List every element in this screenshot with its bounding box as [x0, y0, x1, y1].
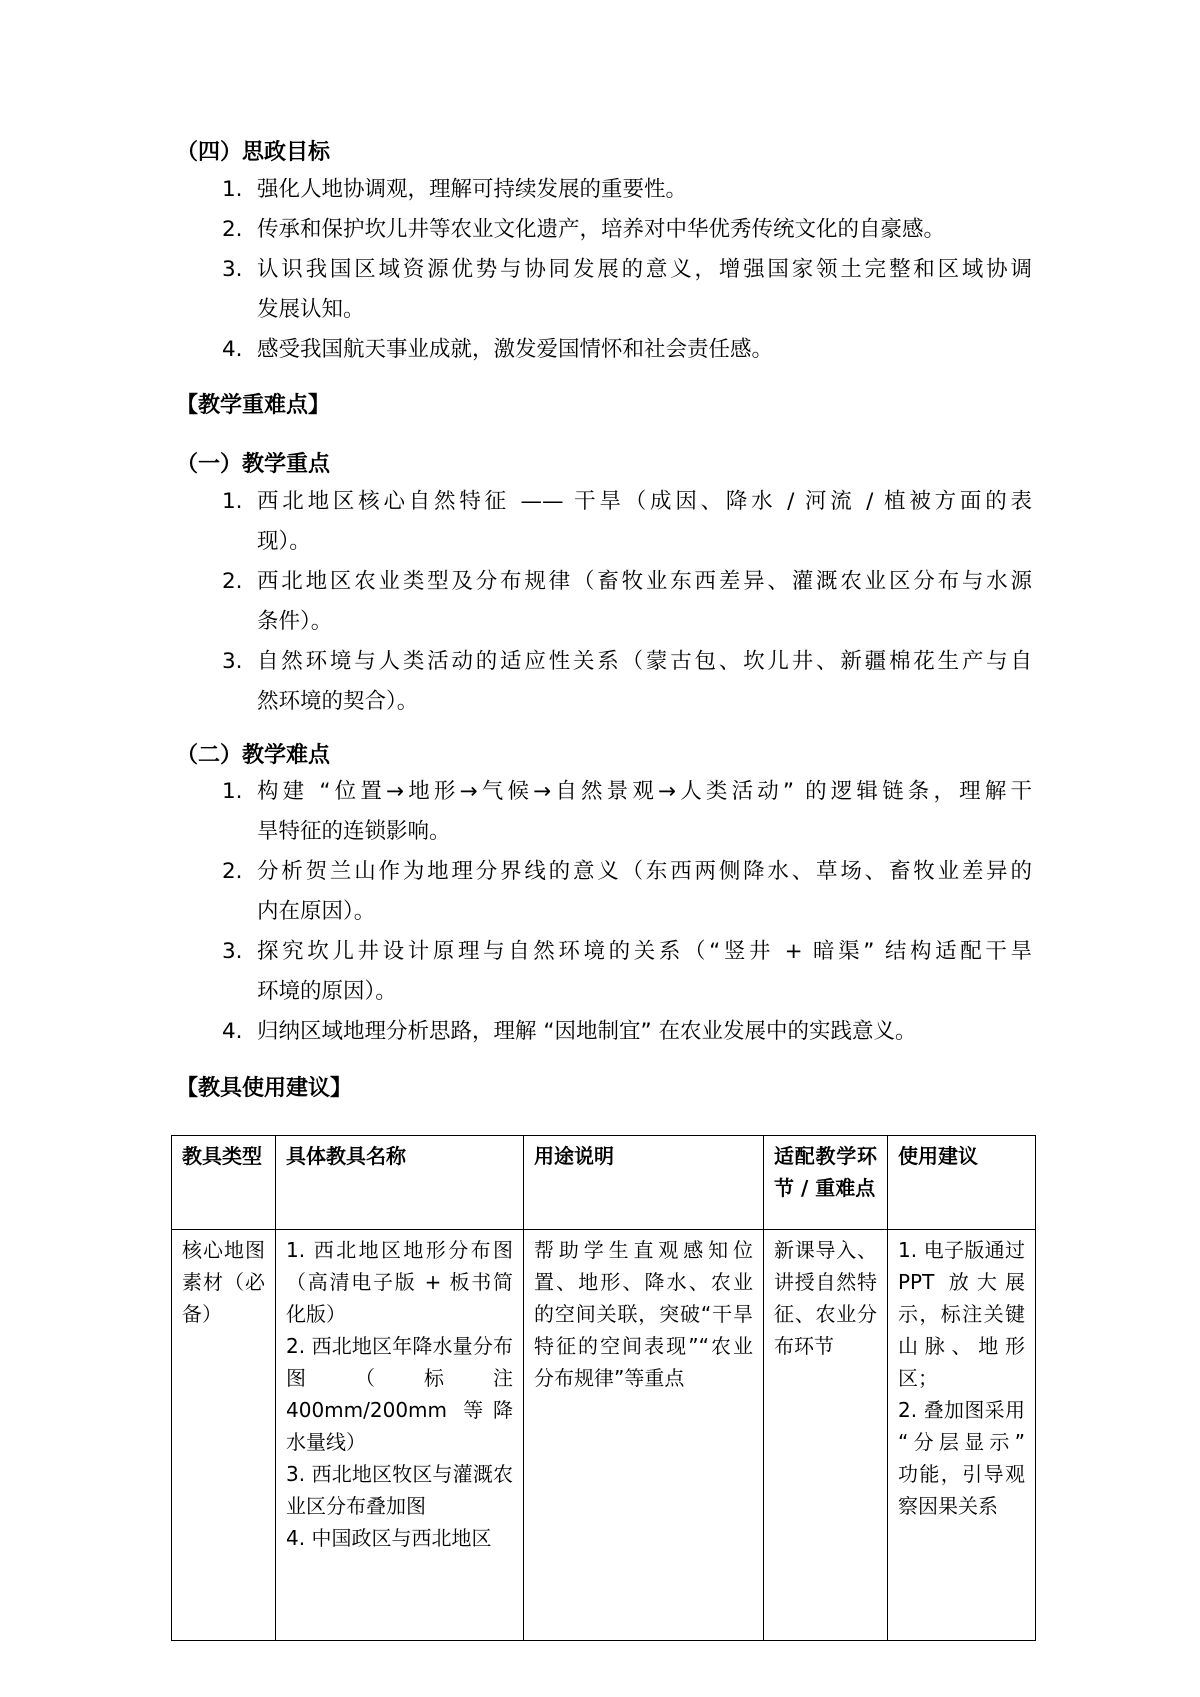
- tool-name-line: 1. 西北地区地形分布图（高清电子版 + 板书简化版）: [286, 1238, 513, 1326]
- list-text: 传承和保护坎儿井等农业文化遗产，培养对中华优秀传统文化的自豪感。: [257, 217, 946, 242]
- table-cell-advice: [888, 1230, 1036, 1641]
- list-text-block: [257, 852, 1032, 932]
- list-item: [222, 772, 1032, 852]
- list-text-line: 分析贺兰山作为地理分界线的意义（东西两侧降水、草场、畜牧业差异的: [257, 859, 1032, 884]
- tool-name-line: 2. 西北地区年降水量分布图（标注400mm/200mm 等降水量线）: [286, 1334, 513, 1454]
- list-text-block: [257, 772, 1032, 852]
- list-number: 1.: [222, 779, 243, 804]
- list-item: [222, 482, 1032, 562]
- list-text-line: 西北地区农业类型及分布规律（畜牧业东西差异、灌溉农业区分布与水源: [257, 569, 1032, 594]
- list-text-line: 内在原因）。: [257, 899, 376, 924]
- section-heading-ideology: （四）思政目标: [176, 140, 331, 165]
- table-header-row: [172, 1136, 1036, 1230]
- list-item: [222, 250, 1032, 330]
- list-text-line: 现）。: [257, 529, 311, 554]
- list-text-line: 条件）。: [257, 609, 333, 634]
- list-text-line: 构建 “位置→地形→气候→自然景观→人类活动” 的逻辑链条，理解干: [257, 779, 1032, 804]
- key-points-title: 【教学重难点】: [176, 393, 331, 418]
- list-text: 归纳区域地理分析思路，理解 “因地制宜” 在农业发展中的实践意义。: [257, 1019, 917, 1044]
- table-header-cell: 用途说明: [524, 1136, 764, 1230]
- table-header-cell: 适配教学环节 / 重难点: [764, 1136, 888, 1230]
- list-text-block: [257, 562, 1032, 642]
- list-number: 1.: [222, 489, 243, 514]
- list-text: 强化人地协调观，理解可持续发展的重要性。: [257, 177, 688, 202]
- list-number: 4.: [222, 337, 243, 362]
- table-row: [172, 1230, 1036, 1641]
- table-header-cell: 具体教具名称: [276, 1136, 524, 1230]
- list-item: [222, 170, 1032, 210]
- table-cell-names: [276, 1230, 524, 1641]
- tool-name-line: 3. 西北地区牧区与灌溉农业区分布叠加图: [286, 1462, 513, 1518]
- list-item: [222, 642, 1032, 722]
- table-cell-stage: 新课导入、讲授自然特征、农业分布环节: [764, 1230, 888, 1641]
- list-text-line: 自然环境与人类活动的适应性关系（蒙古包、坎儿井、新疆棉花生产与自: [257, 649, 1032, 674]
- list-item: [222, 210, 1032, 250]
- list-number: 2.: [222, 859, 243, 884]
- table-cell-type: 核心地图素材（必备）: [172, 1230, 276, 1641]
- list-text-line: 环境的原因）。: [257, 979, 397, 1004]
- list-number: 3.: [222, 649, 243, 674]
- list-item: [222, 852, 1032, 932]
- list-item: [222, 330, 1032, 370]
- list-item: [222, 1012, 1032, 1052]
- list-text-block: [257, 482, 1032, 562]
- list-text-line: 发展认知。: [257, 297, 365, 322]
- advice-line: 1. 电子版通过 PPT 放大展示，标注关键山脉、地形区；: [898, 1238, 1025, 1390]
- list-text: 感受我国航天事业成就，激发爱国情怀和社会责任感。: [257, 337, 774, 362]
- list-text-line: 然环境的契合）。: [257, 689, 419, 714]
- table-cell-purpose: 帮助学生直观感知位置、地形、降水、农业的空间关联，突破“干旱特征的空间表现”“农业分布规律”等重点: [524, 1230, 764, 1641]
- list-number: 4.: [222, 1019, 243, 1044]
- list-item: [222, 932, 1032, 1012]
- list-text-block: [257, 932, 1032, 1012]
- list-number: 3.: [222, 257, 243, 282]
- list-text-line: 认识我国区域资源优势与协同发展的意义，增强国家领土完整和区域协调: [257, 257, 1032, 282]
- list-number: 1.: [222, 177, 243, 202]
- section-heading-difficulty: （二）教学难点: [176, 743, 331, 768]
- tools-table: [171, 1135, 1036, 1641]
- list-text-line: 探究坎儿井设计原理与自然环境的关系（“竖井 + 暗渠” 结构适配干旱: [257, 939, 1032, 964]
- list-item: [222, 562, 1032, 642]
- list-text-block: [257, 642, 1032, 722]
- tools-title: 【教具使用建议】: [176, 1076, 353, 1101]
- table-header-cell: 使用建议: [888, 1136, 1036, 1230]
- table-header-cell: 教具类型: [172, 1136, 276, 1230]
- list-text-block: [257, 250, 1032, 330]
- advice-line: 2. 叠加图采用 “分层显示” 功能，引导观察因果关系: [898, 1398, 1025, 1518]
- section-heading-focus: （一）教学重点: [176, 452, 331, 477]
- list-number: 2.: [222, 217, 243, 242]
- tool-name-line: 4. 中国政区与西北地区: [286, 1526, 492, 1550]
- list-text-line: 西北地区核心自然特征 —— 干旱（成因、降水 / 河流 / 植被方面的表: [257, 489, 1032, 514]
- list-number: 3.: [222, 939, 243, 964]
- list-number: 2.: [222, 569, 243, 594]
- list-text-line: 旱特征的连锁影响。: [257, 819, 451, 844]
